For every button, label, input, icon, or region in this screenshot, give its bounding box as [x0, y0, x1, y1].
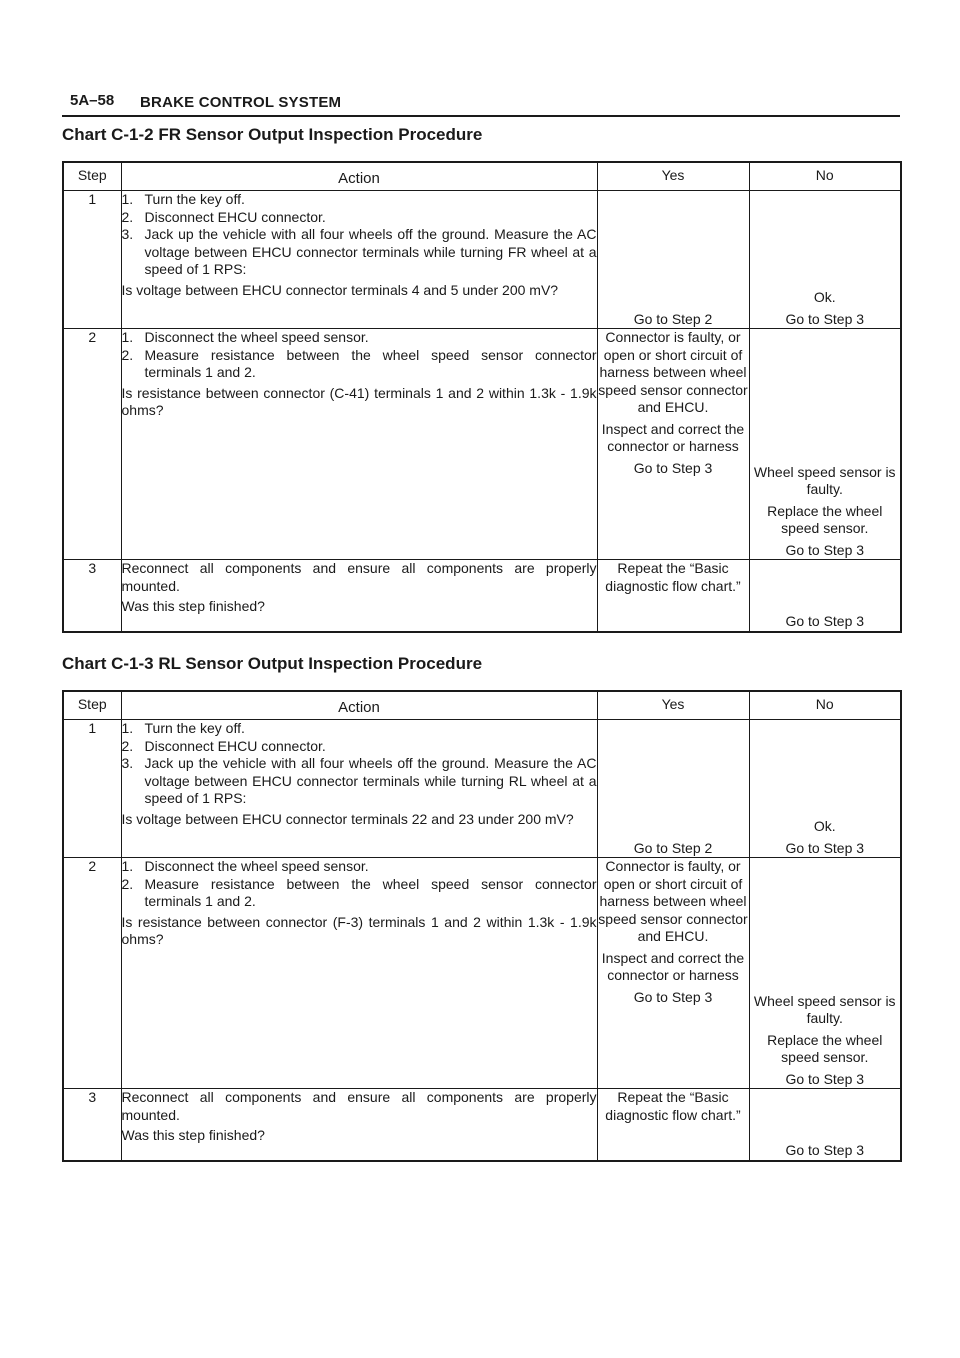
section-title: BRAKE CONTROL SYSTEM [140, 94, 342, 111]
page-header [62, 88, 898, 116]
action-item: 1. Disconnect the wheel speed sensor. [121, 858, 369, 874]
column-header-yes: Yes [597, 162, 749, 191]
table-row [63, 1089, 901, 1161]
action-text: Reconnect all components and ensure all components are properly mounted. [121, 560, 597, 594]
action-cell [121, 720, 597, 858]
column-header-step: Step [63, 691, 121, 720]
step-number: 2 [63, 858, 121, 1089]
yes-cell: Go to Step 2 [597, 720, 749, 858]
column-header-yes: Yes [597, 691, 749, 720]
step-number: 1 [63, 720, 121, 858]
table-row [63, 858, 901, 1089]
column-header-no: No [749, 691, 901, 720]
action-item: 1. Turn the key off. [121, 720, 245, 736]
header-divider [62, 115, 900, 117]
action-cell [121, 329, 597, 560]
step-number: 3 [63, 1089, 121, 1161]
column-header-action: Action [121, 691, 597, 720]
action-question: Is resistance between connector (C-41) terminals 1 and 2 within 1.3k - 1.9k ohms? [121, 384, 597, 418]
action-item: 3. Jack up the vehicle with all four wheels off the ground. Measure the AC voltage between EHCU connector terminals while turning RL wheel at a speed of 1 RPS: [121, 755, 597, 806]
action-item: 2. Disconnect EHCU connector. [121, 737, 326, 754]
action-question: Was this step finished? [121, 598, 265, 614]
table-header-row [63, 162, 901, 191]
column-header-step: Step [63, 162, 121, 191]
table-row [63, 560, 901, 632]
page-number: 5A–58 [70, 92, 115, 109]
no-cell: Wheel speed sensor is faulty. Replace the wheel speed sensor. Go to Step 3 [749, 329, 901, 560]
procedure-table-fr [62, 161, 902, 633]
action-cell [121, 560, 597, 632]
yes-cell: Connector is faulty, or open or short circuit of harness between wheel speed sensor connector and EHCU. Inspect and correct the connector or harness Go to Step 3 [597, 858, 749, 1089]
no-cell: Ok. Go to Step 3 [749, 191, 901, 329]
chart-title-rl: Chart C-1-3 RL Sensor Output Inspection Procedure [62, 654, 483, 673]
table-header-row [63, 691, 901, 720]
action-cell [121, 858, 597, 1089]
table-row [63, 191, 901, 329]
action-item: 2. Disconnect EHCU connector. [121, 208, 326, 225]
table-row [63, 329, 901, 560]
action-item: 2. Measure resistance between the wheel speed sensor connector terminals 1 and 2. [121, 346, 597, 380]
action-item: 3. Jack up the vehicle with all four wheels off the ground. Measure the AC voltage between EHCU connector terminals while turning FR wheel at a speed of 1 RPS: [121, 226, 597, 277]
no-cell: Ok. Go to Step 3 [749, 720, 901, 858]
no-cell: Go to Step 3 [749, 560, 901, 632]
action-item: 1. Disconnect the wheel speed sensor. [121, 329, 369, 345]
action-cell [121, 1089, 597, 1161]
yes-cell: Repeat the “Basic diagnostic flow chart.” [597, 560, 749, 632]
action-item: 1. Turn the key off. [121, 191, 245, 207]
action-question: Was this step finished? [121, 1127, 265, 1143]
action-question: Is voltage between EHCU connector terminals 22 and 23 under 200 mV? [121, 810, 574, 827]
yes-cell: Go to Step 2 [597, 191, 749, 329]
step-number: 2 [63, 329, 121, 560]
step-number: 3 [63, 560, 121, 632]
no-cell: Go to Step 3 [749, 1089, 901, 1161]
step-number: 1 [63, 191, 121, 329]
action-question: Is voltage between EHCU connector terminals 4 and 5 under 200 mV? [121, 281, 559, 298]
action-item: 2. Measure resistance between the wheel speed sensor connector terminals 1 and 2. [121, 875, 597, 909]
column-header-no: No [749, 162, 901, 191]
yes-cell: Connector is faulty, or open or short circuit of harness between wheel speed sensor connector and EHCU. Inspect and correct the connector or harness Go to Step 3 [597, 329, 749, 560]
no-cell: Wheel speed sensor is faulty. Replace the wheel speed sensor. Go to Step 3 [749, 858, 901, 1089]
yes-cell: Repeat the “Basic diagnostic flow chart.” [597, 1089, 749, 1161]
chart-title-fr: Chart C-1-2 FR Sensor Output Inspection Procedure [62, 125, 483, 144]
action-question: Is resistance between connector (F-3) terminals 1 and 2 within 1.3k - 1.9k ohms? [121, 913, 597, 947]
column-header-action: Action [121, 162, 597, 191]
procedure-table-rl [62, 690, 902, 1162]
action-cell [121, 191, 597, 329]
action-text: Reconnect all components and ensure all components are properly mounted. [121, 1089, 597, 1123]
table-row [63, 720, 901, 858]
